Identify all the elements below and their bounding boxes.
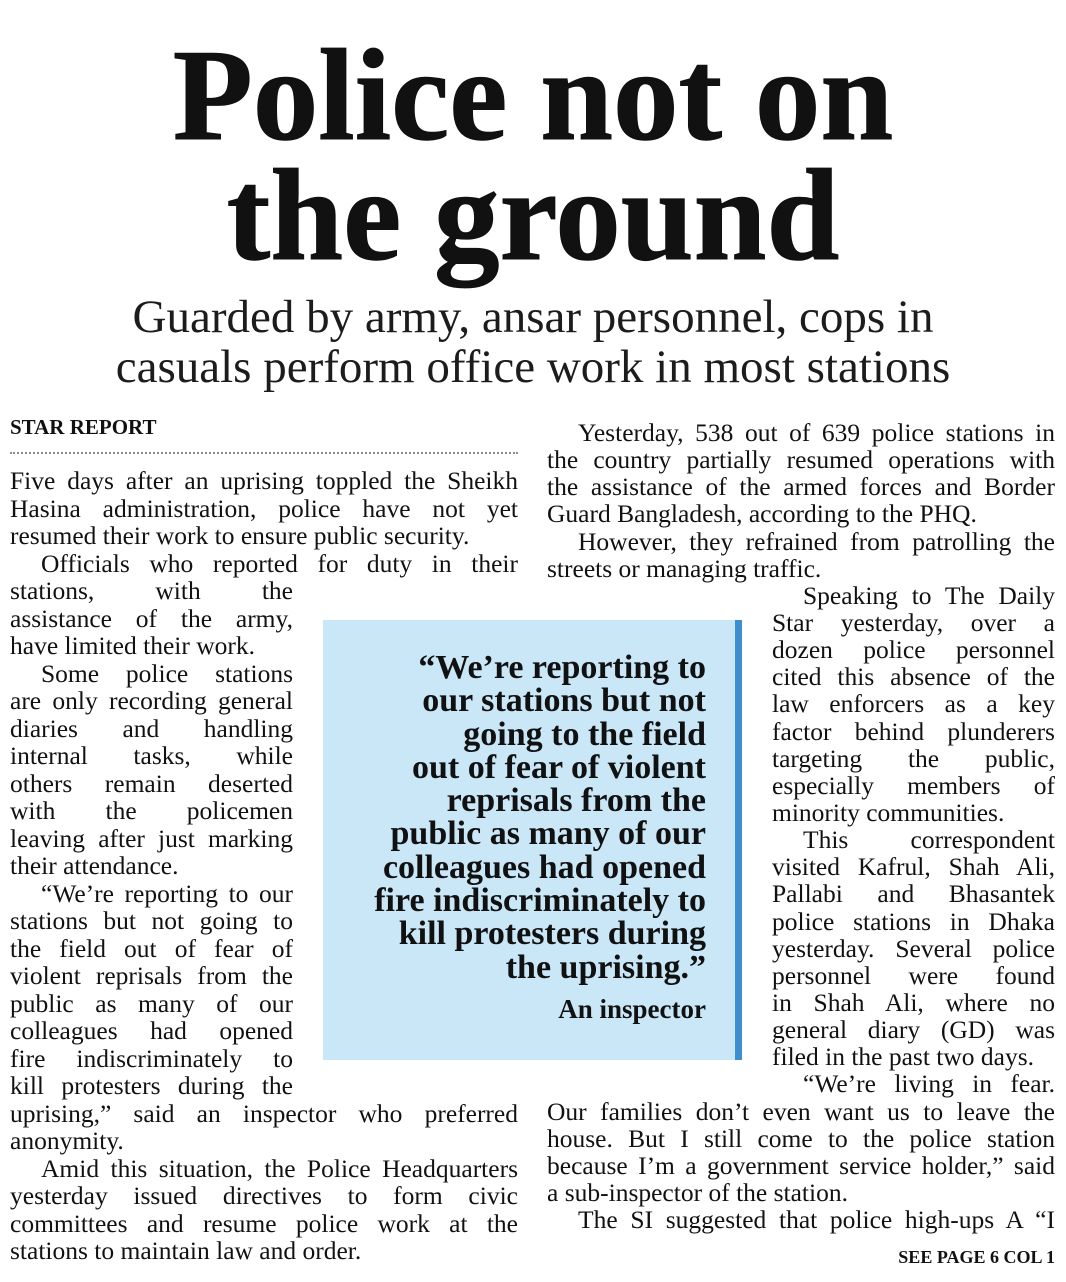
byline: STAR REPORT (10, 415, 157, 439)
left-column-line: yesterday issued directives to form civic (10, 1181, 518, 1210)
right-column-line: especially members of (772, 770, 1055, 800)
continuation-jump-line: SEE PAGE 6 COL 1 (898, 1247, 1055, 1267)
right-column-line: a sub-inspector of the station. (547, 1177, 848, 1207)
right-column-line: law enforcers as a key (772, 689, 1055, 719)
left-column-line: internal tasks, while (10, 741, 293, 770)
left-column-line: kill protesters during the (10, 1071, 293, 1100)
left-column-line: the field out of fear of (10, 933, 293, 963)
right-column-line: because I’m a government service holder,” said (547, 1150, 1055, 1180)
right-column-line: This correspondent (803, 825, 1055, 855)
right-column-line: dozen police personnel (772, 635, 1055, 665)
dotted-divider (10, 452, 518, 454)
left-column-line: committees and resume police work at the (10, 1208, 518, 1238)
pull-quote-line: fire indiscriminately to (374, 882, 706, 920)
left-column-line: stations to maintain law and order. (10, 1236, 362, 1265)
subheadline-line: Guarded by army, ansar personnel, cops in (132, 291, 934, 343)
left-column-line: diaries and handling (10, 713, 293, 743)
right-column-line: personnel were found (772, 960, 1055, 990)
pull-quote-line: going to the field (463, 715, 706, 753)
headline (0, 23, 1066, 288)
left-column-line: Five days after an uprising toppled the Sheikh (10, 466, 518, 495)
right-column-line: Guard Bangladesh, according to the PHQ. (547, 499, 977, 529)
right-column-line: minority communities. (772, 797, 1005, 827)
left-column-line: Amid this situation, the Police Headquarters (41, 1153, 518, 1183)
left-column-line: assistance of the army, (10, 603, 293, 633)
right-column-line: “We’re living in fear. (803, 1069, 1055, 1099)
right-column-line: streets or managing traffic. (547, 553, 822, 583)
right-column-line: Our families don’t even want us to leave the (547, 1096, 1055, 1126)
right-column-line: police stations in Dhaka (772, 906, 1055, 936)
right-column-line: Star yesterday, over a (772, 607, 1055, 637)
pull-quote-line: out of fear of violent (412, 748, 706, 786)
right-column-line: visited Kafrul, Shah Ali, (772, 852, 1055, 882)
left-column-line: others remain deserted (10, 768, 293, 798)
left-column-line: anonymity. (10, 1126, 124, 1155)
subheadline (0, 292, 1066, 392)
headline-line: Police not on (172, 23, 894, 168)
left-column-line: public as many of our (10, 988, 293, 1018)
right-column-line: factor behind plunderers (772, 716, 1055, 746)
pull-quote-line: our stations but not (422, 682, 706, 720)
right-column-line: yesterday. Several police (772, 933, 1055, 963)
left-column-line: leaving after just marking (10, 823, 293, 853)
right-column-line: filed in the past two days. (772, 1042, 1035, 1072)
right-column-line: the country partially resumed operations with (547, 445, 1055, 475)
left-column-line: their attendance. (10, 851, 179, 880)
left-column-line: have limited their work. (10, 631, 256, 660)
right-column-line: cited this absence of the (772, 662, 1055, 692)
left-column-line: with the policemen (10, 796, 293, 825)
left-column-line: Officials who reported for duty in their (41, 548, 518, 578)
pull-quote-line: public as many of our (390, 815, 706, 853)
right-column-line: Yesterday, 538 out of 639 police stations in (578, 418, 1055, 447)
subheadline-line: casuals perform office work in most stations (115, 341, 951, 393)
left-column-line: stations but not going to (10, 906, 293, 935)
left-column-line: colleagues had opened (10, 1016, 293, 1045)
right-column-line: the assistance of the armed forces and Border (547, 472, 1055, 502)
pull-quote-box (323, 620, 742, 1060)
right-column-line: The SI suggested that police high-ups A “I (578, 1205, 1055, 1235)
right-column-line: house. But I still come to the police station (547, 1123, 1055, 1153)
headline-line: the ground (226, 143, 840, 288)
left-column-line: “We’re reporting to our (41, 878, 293, 908)
left-column-line: stations, with the (10, 576, 293, 605)
pull-quote-line: “We’re reporting to (418, 649, 706, 686)
left-column-line: resumed their work to ensure public security. (10, 521, 470, 550)
right-column-line: However, they refrained from patrolling the (578, 526, 1055, 556)
pull-quote-attribution: An inspector (558, 993, 706, 1024)
right-column-line: in Shah Ali, where no (772, 987, 1055, 1017)
right-column-line: targeting the public, (772, 743, 1055, 773)
pull-quote-line: the uprising.” (505, 948, 706, 986)
right-column-line: Pallabi and Bhasantek (772, 879, 1055, 909)
left-column-line: violent reprisals from the (10, 961, 293, 990)
pull-quote-line: colleagues had opened (382, 848, 706, 886)
left-column-line: fire indiscriminately to (10, 1043, 293, 1073)
pull-quote-line: kill protesters during (398, 915, 706, 953)
pull-quote (374, 651, 706, 1023)
left-column-line: Hasina administration, police have not yet (10, 493, 518, 523)
right-column-line: Speaking to The Daily (803, 580, 1055, 610)
right-column-line: general diary (GD) was (772, 1015, 1055, 1045)
left-column-line: Some police stations (41, 658, 293, 688)
pull-quote-line: reprisals from the (446, 782, 706, 820)
left-column-line: are only recording general (10, 686, 293, 715)
left-column-line: uprising,” said an inspector who preferred (10, 1098, 518, 1128)
